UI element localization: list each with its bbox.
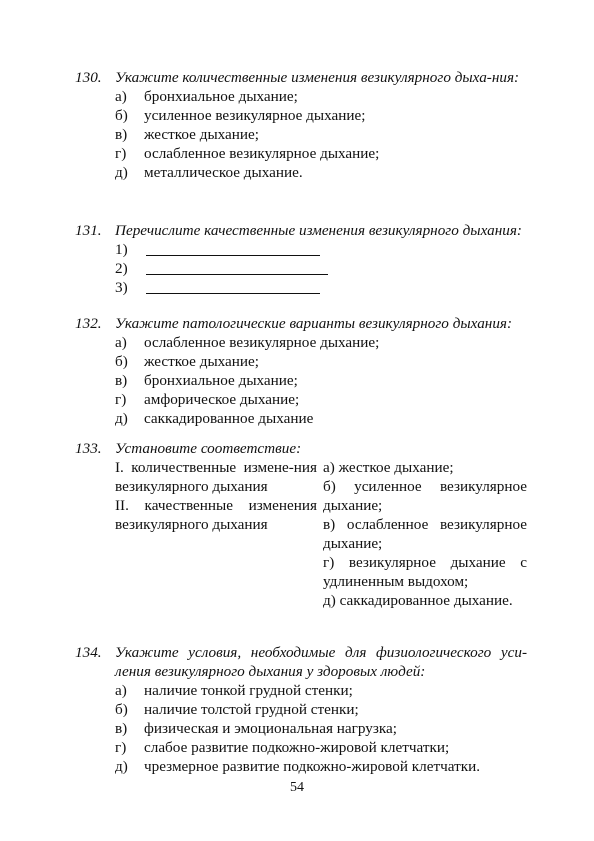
- answer-option: [75, 371, 527, 390]
- option-letter: б): [115, 701, 128, 718]
- option-letter: в): [115, 372, 128, 389]
- matching-right-column: [323, 458, 527, 610]
- option-text: чрезмерное развитие подкожно-жировой клетчатки.: [144, 758, 481, 775]
- answer-blank-line: [146, 293, 320, 294]
- page-number: 54: [290, 780, 304, 795]
- option-letter: б): [115, 353, 128, 370]
- option-text: наличие толстой грудной стенки;: [144, 701, 359, 718]
- matching-right-item: г) везикулярное дыхание с удлиненным выдохом;: [323, 554, 527, 590]
- question-heading: [75, 221, 527, 240]
- answer-option: [75, 738, 527, 757]
- matching-right-item: в) ослабленное везикулярное дыхание;: [323, 516, 527, 552]
- blank-answer: [75, 278, 527, 297]
- option-text: ослабленное везикулярное дыхание;: [144, 334, 380, 351]
- option-letter: д): [115, 164, 128, 181]
- option-letter: д): [115, 758, 128, 775]
- question-text: Установите соответствие:: [115, 440, 302, 457]
- question-134: [75, 643, 527, 776]
- answer-option: [75, 719, 527, 738]
- option-text: физическая и эмоциональная нагрузка;: [144, 720, 397, 737]
- question-number: 130.: [75, 69, 102, 86]
- question-number: 134.: [75, 644, 102, 661]
- answer-option: [75, 163, 527, 182]
- question-heading: [75, 68, 527, 87]
- question-text: Перечислите качественные изменения везикулярного дыхания:: [115, 222, 522, 239]
- option-letter: а): [115, 88, 127, 105]
- question-text: Укажите количественные изменения везикулярного дыха-ния:: [115, 69, 520, 86]
- question-number: 131.: [75, 222, 102, 239]
- answer-option: [75, 125, 527, 144]
- answer-options: [75, 333, 527, 428]
- option-text: жесткое дыхание;: [144, 353, 259, 370]
- question-130: [75, 68, 527, 182]
- question-132: [75, 314, 527, 428]
- answer-option: [75, 390, 527, 409]
- option-text: саккадированное дыхание: [144, 410, 314, 427]
- option-text: амфорическое дыхание;: [144, 391, 300, 408]
- option-text: усиленное везикулярное дыхание;: [144, 107, 366, 124]
- matching-right-item: а) жесткое дыхание;: [323, 459, 454, 476]
- matching-left-item: II. качественные изменения везикулярного дыхания: [115, 497, 317, 533]
- answer-option: [75, 681, 527, 700]
- matching-right-item: б) усиленное везикулярное дыхание;: [323, 478, 527, 514]
- answer-option: [75, 87, 527, 106]
- answer-option: [75, 333, 527, 352]
- answer-option: [75, 106, 527, 125]
- option-text: бронхиальное дыхание;: [144, 88, 298, 105]
- option-letter: а): [115, 334, 127, 351]
- question-heading: [75, 643, 527, 681]
- option-letter: а): [115, 682, 127, 699]
- option-text: ослабленное везикулярное дыхание;: [144, 145, 380, 162]
- blank-answer: [75, 240, 527, 259]
- option-text: металлическое дыхание.: [144, 164, 303, 181]
- question-131: [75, 221, 527, 297]
- answer-option: [75, 352, 527, 371]
- option-letter: г): [115, 739, 127, 756]
- matching-table: [115, 458, 527, 609]
- option-text: наличие тонкой грудной стенки;: [144, 682, 353, 699]
- option-text: жесткое дыхание;: [144, 126, 259, 143]
- option-letter: г): [115, 145, 127, 162]
- question-text: Укажите условия, необходимые для физиологического уси-ления везикулярного дыхания у здоровых людей:: [115, 644, 527, 680]
- question-number: 133.: [75, 440, 102, 457]
- blank-number: 2): [115, 260, 128, 277]
- answer-options: [75, 87, 527, 182]
- matching-right-item: д) саккадированное дыхание.: [323, 592, 513, 609]
- option-text: бронхиальное дыхание;: [144, 372, 298, 389]
- answer-blank-line: [146, 274, 328, 275]
- matching-left-item: I. количественные измене-ния везикулярного дыхания: [115, 459, 317, 495]
- blank-number: 3): [115, 279, 128, 296]
- question-heading: [75, 439, 527, 458]
- question-heading: [75, 314, 527, 333]
- answer-option: [75, 757, 527, 776]
- option-letter: в): [115, 720, 128, 737]
- answer-option: [75, 144, 527, 163]
- matching-left-column: [115, 458, 317, 534]
- blank-answer: [75, 259, 527, 278]
- answer-option: [75, 409, 527, 428]
- question-number: 132.: [75, 315, 102, 332]
- blank-answers: [75, 240, 527, 297]
- option-letter: б): [115, 107, 128, 124]
- answer-blank-line: [146, 255, 320, 256]
- option-letter: г): [115, 391, 127, 408]
- question-text: Укажите патологические варианты везикулярного дыхания:: [115, 315, 513, 332]
- answer-option: [75, 700, 527, 719]
- question-133: [75, 439, 527, 609]
- option-text: слабое развитие подкожно-жировой клетчатки;: [144, 739, 450, 756]
- option-letter: д): [115, 410, 128, 427]
- option-letter: в): [115, 126, 128, 143]
- blank-number: 1): [115, 241, 128, 258]
- answer-options: [75, 681, 527, 776]
